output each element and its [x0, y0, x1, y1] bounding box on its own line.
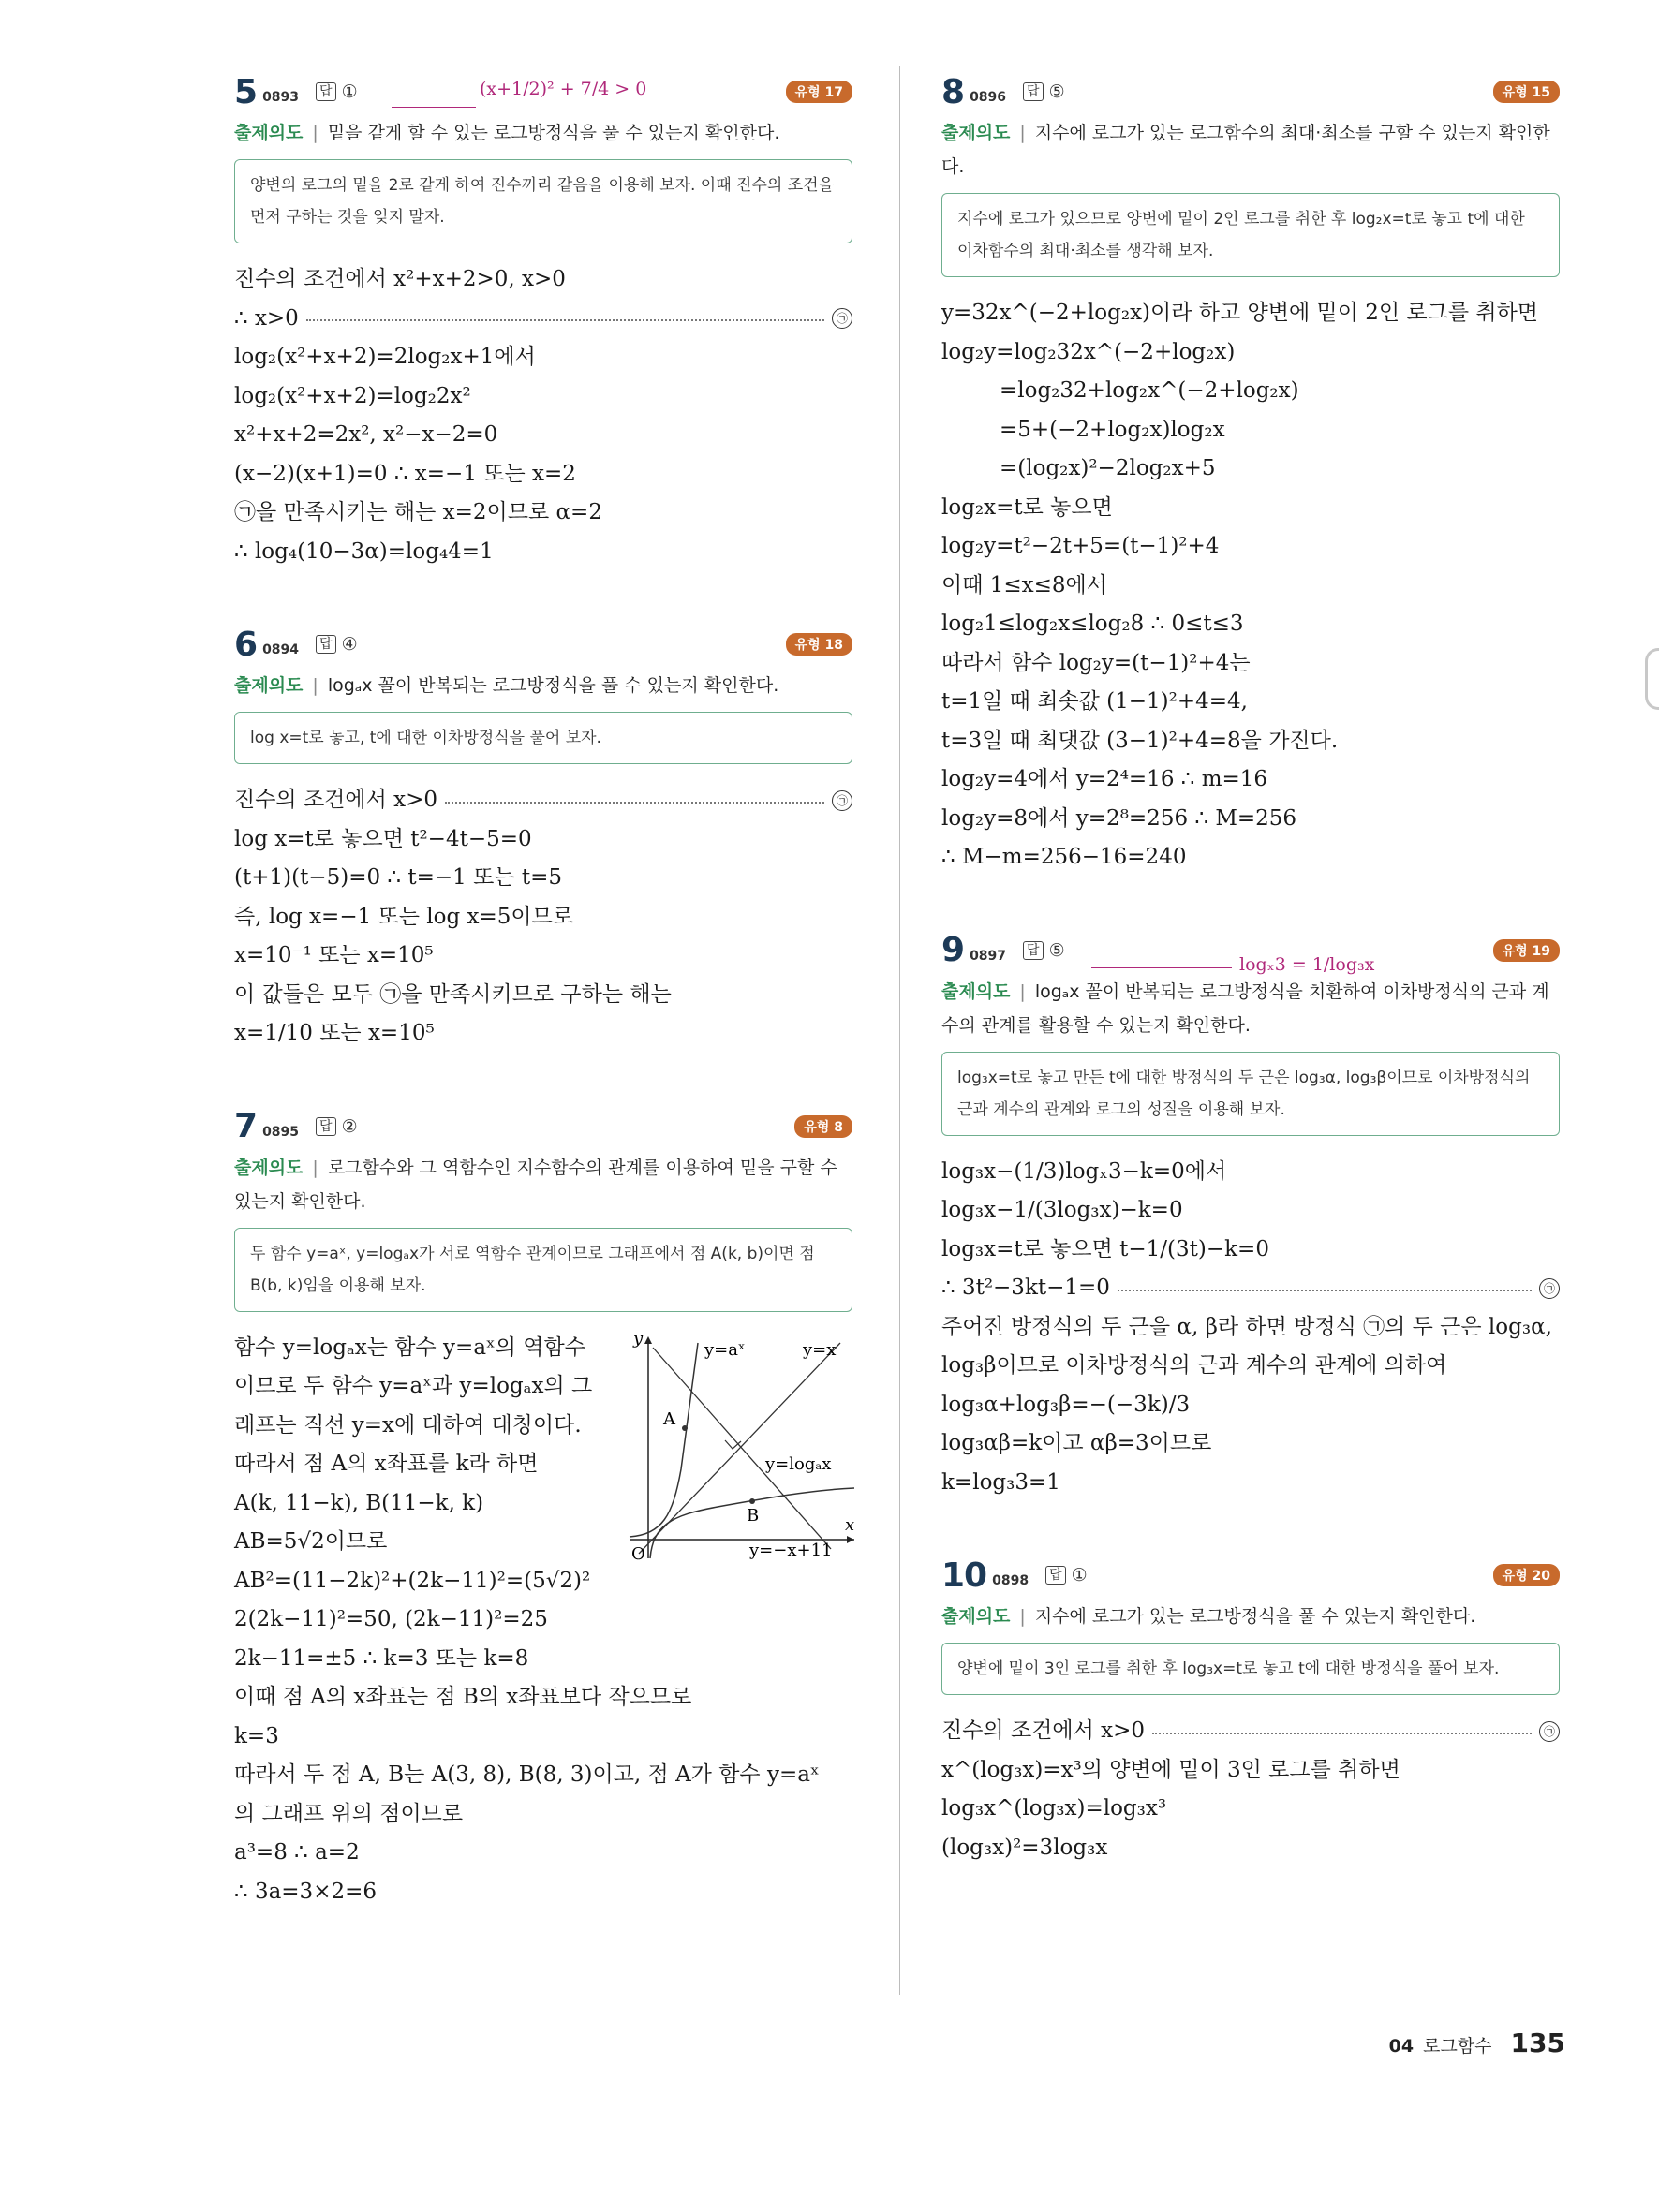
solution-line: log₂1≤log₂x≤log₂8 ∴ 0≤t≤3 — [941, 612, 1244, 636]
solution-line: 2(2k−11)²=50, (2k−11)²=25 — [234, 1607, 548, 1631]
problem-number: 8 — [941, 72, 965, 111]
solution-line: y=32x^(−2+log₂x)이라 하고 양변에 밑이 2인 로그를 취하면 — [941, 301, 1539, 325]
intent: 출제의도 | 로그함수와 그 역함수인 지수함수의 관계를 이용하여 밑을 구할 수 있는지 확인한다. — [234, 1157, 837, 1212]
solution — [234, 1562, 852, 1912]
answer-value: ① — [341, 81, 358, 102]
problem-5 — [234, 73, 852, 571]
hint-box: 지수에 로그가 있으므로 양변에 밑이 2인 로그를 취한 후 log₂x=t로 놓고 t에 대한 이차함수의 최대·최소를 생각해 보자. — [941, 193, 1560, 277]
type-badge: 유형 18 — [786, 633, 852, 656]
problem-code: 0896 — [970, 90, 1007, 105]
mark-symbol: ㉠ — [832, 308, 852, 329]
intent-text: 지수에 로그가 있는 로그함수의 최대·최소를 구할 수 있는지 확인한다. — [941, 123, 1550, 177]
answer-label: 답 — [1023, 941, 1044, 960]
solution-line: 진수의 조건에서 x>0 ㉠ — [941, 1712, 1560, 1751]
solution-line: t=1일 때 최솟값 (1−1)²+4=4, — [941, 689, 1248, 714]
solution-line: AB=5√2이므로 — [234, 1529, 388, 1554]
problem-header — [234, 1108, 852, 1145]
annotation-note: logₓ3 = 1/log₃x — [1239, 953, 1375, 975]
solution-line: 의 그래프 위의 점이므로 — [234, 1801, 464, 1826]
answer-value: ④ — [341, 634, 358, 655]
line-y-eq-x-label: y=x — [803, 1339, 837, 1360]
solution-wrap — [234, 1329, 604, 1562]
column-divider — [899, 66, 900, 1995]
intent-label: 출제의도 — [234, 675, 304, 696]
solution-line: x^(log₃x)=x³의 양변에 밑이 3인 로그를 취하면 — [941, 1757, 1400, 1782]
solution-line: 이 값들은 모두 ㉠을 만족시키므로 구하는 해는 — [234, 981, 672, 1007]
solution-line: =log₂32+log₂x^(−2+log₂x) — [1000, 378, 1299, 403]
intent-label: 출제의도 — [234, 1157, 304, 1178]
intent-label: 출제의도 — [941, 981, 1011, 1002]
intent: 출제의도 | 밑을 같게 할 수 있는 로그방정식을 풀 수 있는지 확인한다. — [234, 123, 780, 143]
right-column — [941, 73, 1560, 1922]
solution-line: x=1/10 또는 x=10⁵ — [234, 1021, 435, 1045]
intent-label: 출제의도 — [941, 1606, 1011, 1627]
solution-line: AB²=(11−2k)²+(2k−11)²=(5√2)² — [234, 1568, 591, 1593]
hint-box: 두 함수 y=aˣ, y=logₐx가 서로 역함수 관계이므로 그래프에서 점 A(k, b)이면 점 B(b, k)임을 이용해 보자. — [234, 1228, 852, 1312]
answer-value: ② — [341, 1115, 358, 1137]
problem-9 — [941, 932, 1560, 1503]
solution-line: 주어진 방정식의 두 근을 α, β라 하면 방정식 ㉠의 두 근은 log₃α, — [941, 1314, 1552, 1339]
solution-line: t=3일 때 최댓값 (3−1)²+4=8을 가진다. — [941, 728, 1339, 753]
problem-number: 7 — [234, 1107, 258, 1145]
solution-line: 진수의 조건에서 x>0 ㉠ — [234, 781, 852, 820]
answer-label: 답 — [316, 1117, 336, 1136]
edge-tab — [1645, 648, 1659, 710]
solution-line: 따라서 점 A의 x좌표를 k라 하면 — [234, 1452, 539, 1476]
solution-line: 함수 y=logₐx는 함수 y=aˣ의 역함수이므로 두 함수 y=aˣ과 y=logₐx의 그래프는 직선 y=x에 대하여 대칭이다. — [234, 1335, 593, 1438]
solution-line: x²+x+2=2x², x²−x−2=0 — [234, 422, 498, 447]
chapter-title: 로그함수 — [1423, 2036, 1492, 2057]
solution-line: x=10⁻¹ 또는 x=10⁵ — [234, 943, 434, 967]
problem-8 — [941, 73, 1560, 877]
hint-box: 양변에 밑이 3인 로그를 취한 후 log₃x=t로 놓고 t에 대한 방정식을 풀어 보자. — [941, 1643, 1560, 1695]
solution-line: ∴ log₄(10−3α)=log₄4=1 — [234, 538, 494, 564]
mark-symbol: ㉠ — [1539, 1278, 1560, 1299]
solution-line: (t+1)(t−5)=0 ∴ t=−1 또는 t=5 — [234, 865, 562, 890]
solution-line: 이때 1≤x≤8에서 — [941, 572, 1107, 597]
solution-line: log₂x=t로 놓으면 — [941, 494, 1113, 520]
problem-number: 6 — [234, 625, 258, 664]
problem-code: 0894 — [262, 642, 300, 657]
solution-line: 즉, log x=−1 또는 log x=5이므로 — [234, 904, 574, 929]
solution-line: log₂(x²+x+2)=log₂2x² — [234, 383, 471, 408]
solution-line: =(log₂x)²−2log₂x+5 — [1000, 456, 1216, 480]
solution-line: k=log₃3=1 — [941, 1469, 1060, 1495]
intent: 출제의도 | 지수에 로그가 있는 로그함수의 최대·최소를 구할 수 있는지 확인한다. — [941, 123, 1550, 177]
intent: 출제의도 | logₐx 꼴이 반복되는 로그방정식을 치환하여 이차방정식의 근과 계수의 관계를 활용할 수 있는지 확인한다. — [941, 981, 1549, 1036]
intent-text: logₐx 꼴이 반복되는 로그방정식을 치환하여 이차방정식의 근과 계수의 관계를 활용할 수 있는지 확인한다. — [941, 981, 1549, 1036]
solution-line: A(k, 11−k), B(11−k, k) — [234, 1490, 484, 1515]
intent-label: 출제의도 — [234, 123, 304, 143]
solution-line: (x−2)(x+1)=0 ∴ x=−1 또는 x=2 — [234, 461, 576, 486]
solution-line: (log₃x)²=3log₃x — [941, 1835, 1108, 1860]
solution-line: log₂(x²+x+2)=2log₂x+1에서 — [234, 345, 536, 369]
curve-log-label: y=logₐx — [765, 1453, 832, 1474]
intent: 출제의도 | logₐx 꼴이 반복되는 로그방정식을 풀 수 있는지 확인한다. — [234, 675, 779, 696]
x-axis-arrow — [847, 1536, 854, 1543]
solution-line: log₂y=log₂32x^(−2+log₂x) — [941, 339, 1236, 364]
annotation-note: (x+1/2)² + 7/4 > 0 — [480, 79, 647, 99]
solution-line: a³=8 ∴ a=2 — [234, 1840, 360, 1865]
x-axis-label: x — [845, 1514, 855, 1535]
line-dec-label: y=−x+11 — [749, 1540, 833, 1560]
solution-line: k=3 — [234, 1723, 279, 1748]
solution-line: log₃α+log₃β=−(−3k)/3 — [941, 1392, 1191, 1417]
solution-line: 따라서 두 점 A, B는 A(3, 8), B(8, 3)이고, 점 A가 함수 y=aˣ — [234, 1762, 820, 1787]
solution-line: ∴ 3t²−3kt−1=0 ㉠ — [941, 1269, 1560, 1308]
hint-box: 양변의 로그의 밑을 2로 같게 하여 진수끼리 같음을 이용해 보자. 이때 진수의 조건을 먼저 구하는 것을 잊지 말자. — [234, 159, 852, 243]
type-badge: 유형 20 — [1493, 1564, 1560, 1586]
problem-header — [941, 73, 1560, 111]
point-a-label: A — [663, 1408, 675, 1429]
solution-line: log₂y=4에서 y=2⁴=16 ∴ m=16 — [941, 767, 1268, 791]
solution — [941, 1712, 1560, 1867]
page-number: 135 — [1510, 2028, 1565, 2058]
line-y-eq-neg-x-plus-11 — [653, 1348, 831, 1549]
solution-line: 따라서 함수 log₂y=(t−1)²+4는 — [941, 650, 1251, 675]
answer-value: ⑤ — [1048, 939, 1065, 961]
type-badge: 유형 15 — [1493, 81, 1560, 103]
solution-line: log₃αβ=k이고 αβ=3이므로 — [941, 1431, 1212, 1455]
intent-label: 출제의도 — [941, 123, 1011, 143]
solution — [234, 781, 852, 1054]
intent-text: 로그함수와 그 역함수인 지수함수의 관계를 이용하여 밑을 구할 수 있는지 확인한다. — [234, 1157, 837, 1212]
inverse-function-graph — [620, 1329, 864, 1563]
solution-line: log₃x^(log₃x)=log₃x³ — [941, 1796, 1167, 1821]
problem-header — [234, 626, 852, 663]
answer-label: 답 — [1045, 1566, 1066, 1585]
hint-box: log₃x=t로 놓고 만든 t에 대한 방정식의 두 근은 log₃α, log₃β이므로 이차방정식의 근과 계수의 관계와 로그의 성질을 이용해 보자. — [941, 1052, 1560, 1136]
origin-label: O — [631, 1543, 645, 1563]
problem-number: 10 — [941, 1556, 987, 1595]
type-badge: 유형 19 — [1493, 939, 1560, 962]
type-badge: 유형 8 — [794, 1115, 852, 1138]
chapter-number: 04 — [1388, 2036, 1415, 2057]
solution-line: log₃x=t로 놓으면 t−1/(3t)−k=0 — [941, 1236, 1269, 1261]
solution-line: 2k−11=±5 ∴ k=3 또는 k=8 — [234, 1645, 529, 1671]
answer-value: ① — [1071, 1565, 1088, 1585]
annotation-line — [1091, 967, 1232, 968]
left-column — [234, 72, 855, 1966]
problem-header — [941, 1556, 1560, 1594]
solution-line: 이때 점 A의 x좌표는 점 B의 x좌표보다 작으므로 — [234, 1685, 692, 1709]
answer-label: 답 — [1023, 82, 1044, 101]
solution-with-graph — [234, 1328, 855, 1563]
problem-number: 5 — [234, 72, 258, 111]
mark-symbol: ㉠ — [832, 790, 852, 811]
curve-exponential — [630, 1343, 698, 1537]
solution-line: log₂y=8에서 y=2⁸=256 ∴ M=256 — [941, 805, 1297, 831]
point-b-dot — [749, 1498, 755, 1504]
page-footer — [1389, 2028, 1565, 2058]
problem-code: 0898 — [992, 1573, 1029, 1588]
problem-7 — [234, 1107, 855, 1912]
solution-line: log₃x−1/(3log₃x)−k=0 — [941, 1198, 1183, 1222]
answer-value: ⑤ — [1048, 81, 1065, 102]
intent-text: logₐx 꼴이 반복되는 로그방정식을 풀 수 있는지 확인한다. — [327, 675, 779, 696]
y-axis-arrow — [644, 1336, 652, 1344]
solution — [941, 294, 1560, 877]
problem-code: 0893 — [262, 90, 300, 105]
solution-line: ∴ M−m=256−16=240 — [941, 845, 1187, 869]
solution-line: log x=t로 놓으면 t²−4t−5=0 — [234, 826, 532, 851]
type-badge: 유형 17 — [786, 81, 852, 103]
solution-line: log₂y=t²−2t+5=(t−1)²+4 — [941, 534, 1220, 558]
solution-line: ∴ 3a=3×2=6 — [234, 1879, 378, 1904]
solution-line: log₃β이므로 이차방정식의 근과 계수의 관계에 의하여 — [941, 1353, 1447, 1378]
point-a-dot — [682, 1425, 688, 1431]
solution-line: ∴ x>0 ㉠ — [234, 300, 852, 339]
intent: 출제의도 | 지수에 로그가 있는 로그방정식을 풀 수 있는지 확인한다. — [941, 1606, 1476, 1627]
solution-line: ㉠을 만족시키는 해는 x=2이므로 α=2 — [234, 500, 602, 524]
problem-6 — [234, 626, 852, 1054]
answer-label: 답 — [316, 82, 336, 101]
intent-text: 밑을 같게 할 수 있는 로그방정식을 풀 수 있는지 확인한다. — [327, 123, 780, 143]
solution-line: 진수의 조건에서 x²+x+2>0, x>0 — [234, 267, 566, 291]
problem-code: 0895 — [262, 1124, 300, 1140]
mark-symbol: ㉠ — [1539, 1721, 1560, 1742]
intent-text: 지수에 로그가 있는 로그방정식을 풀 수 있는지 확인한다. — [1034, 1606, 1476, 1627]
answer-label: 답 — [316, 635, 336, 654]
solution-line: log₃x−(1/3)logₓ3−k=0에서 — [941, 1158, 1227, 1184]
curve-exp-label: y=aˣ — [704, 1339, 746, 1360]
annotation-line — [392, 107, 476, 108]
point-b-label: B — [747, 1505, 760, 1526]
solution-line: =5+(−2+log₂x)log₂x — [1000, 417, 1225, 442]
y-axis-label: y — [633, 1328, 644, 1349]
problem-number: 9 — [941, 931, 965, 969]
problem-code: 0897 — [970, 948, 1007, 964]
problem-10 — [941, 1556, 1560, 1867]
hint-box: log x=t로 놓고, t에 대한 이차방정식을 풀어 보자. — [234, 712, 852, 764]
